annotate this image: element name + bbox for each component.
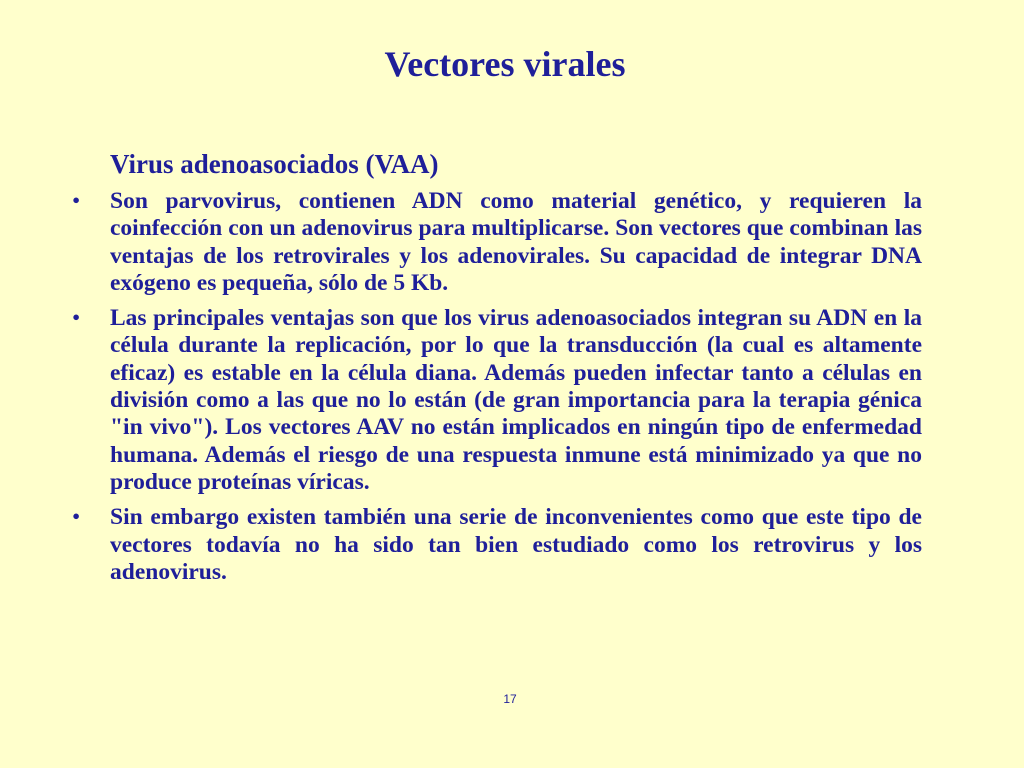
bullet-icon: •: [72, 305, 81, 332]
bullet-text: Son parvovirus, contienen ADN como material genético, y requieren la coinfección con un adenovirus para multiplicarse. Son vectores que combinan las ventajas de los retrovirales y los adenovirales. Su capacidad de integrar DNA exógeno es pequeña, sólo de 5 Kb.: [110, 188, 922, 296]
bullet-item-1: [72, 188, 922, 297]
bullet-icon: •: [72, 188, 81, 214]
bullet-text: Sin embargo existen también una serie de inconvenientes como que este tipo de vectores todavía no ha sido tan bien estudiado como los retrovirus y los adenovirus.: [110, 504, 922, 585]
bullet-item-2: [72, 305, 922, 496]
page-number: 17: [503, 692, 517, 706]
bullet-text: Las principales ventajas son que los virus adenoasociados integran su ADN en la célula durante la replicación, por lo que la transducción (la cual es altamente eficaz) es estable en la célula diana. Además pueden infectar tanto a células en división como a las que no lo están (de gran importancia para la terapia génica "in vivo"). Los vectores AAV no están implicados en ningún tipo de enfermedad humana. Además el riesgo de una respuesta inmune está minimizado ya que no produce proteínas víricas.: [110, 305, 922, 495]
slide-subtitle: Virus adenoasociados (VAA): [110, 149, 439, 179]
bullet-item-3: [72, 504, 922, 586]
bullet-icon: •: [72, 504, 81, 531]
slide-title: Vectores virales: [384, 44, 626, 84]
bullet-list: [72, 188, 922, 594]
